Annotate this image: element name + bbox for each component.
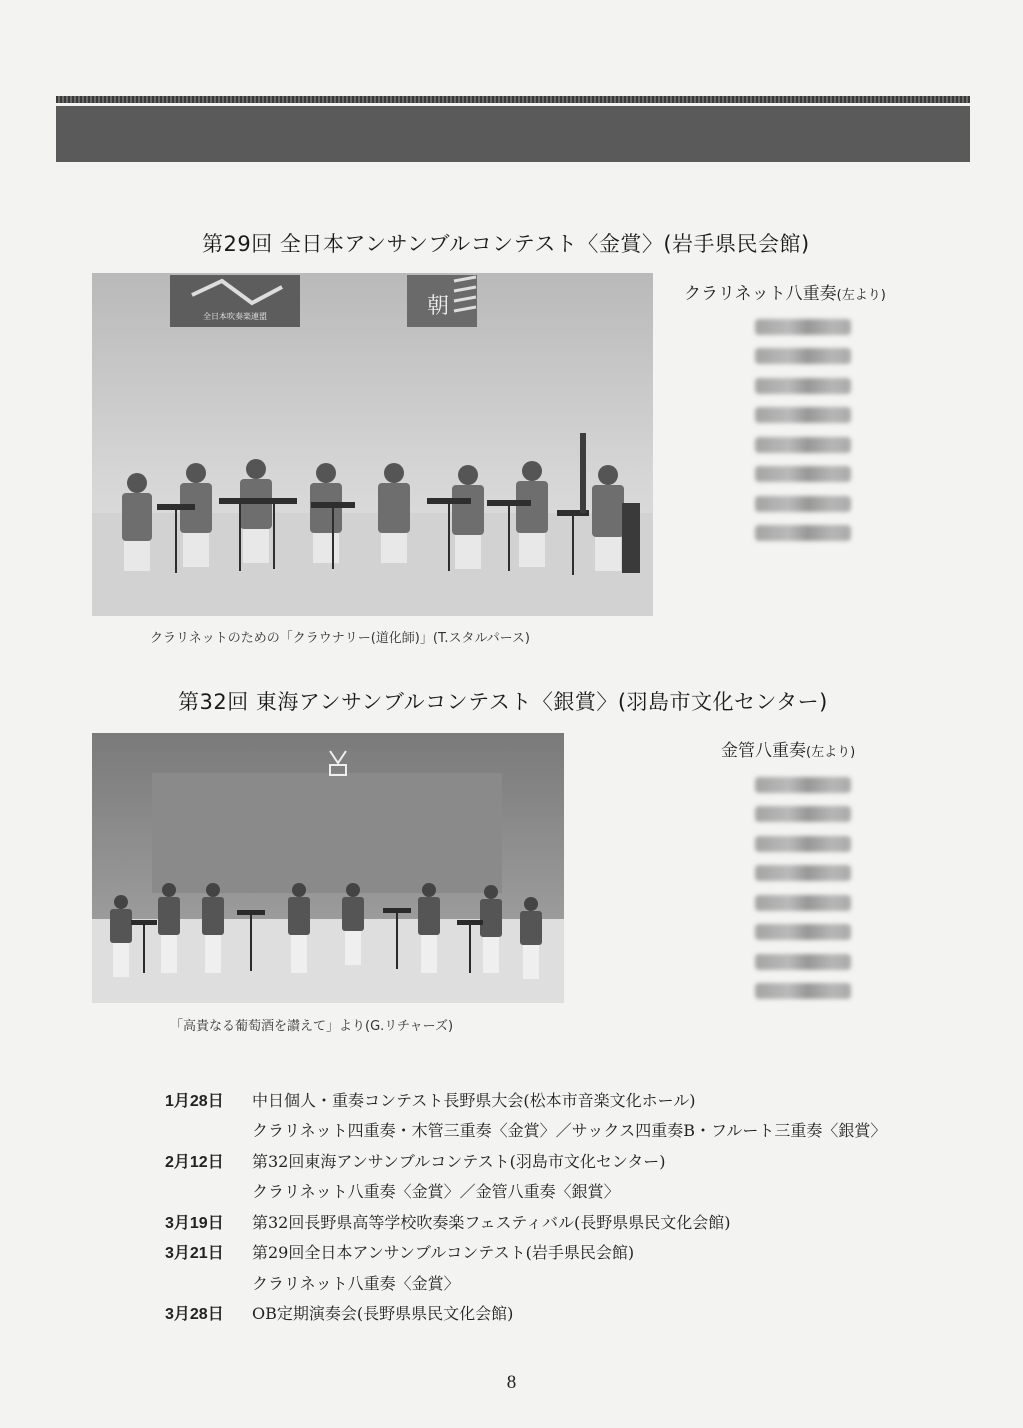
- schedule-date: 1月28日: [165, 1092, 224, 1110]
- blurred-name: [755, 348, 851, 364]
- blurred-name: [755, 496, 851, 512]
- blurred-name: [755, 983, 851, 999]
- schedule-row: [165, 1145, 955, 1176]
- list-item: [755, 519, 851, 549]
- section2-members-note: (左より): [806, 745, 856, 760]
- blurred-name: [755, 924, 851, 940]
- section1-heading: 第29回 全日本アンサンブルコンテスト〈金賞〉(岩手県民会館): [202, 232, 810, 256]
- list-item: [755, 770, 851, 800]
- schedule-row: [165, 1176, 955, 1207]
- blurred-name: [755, 407, 851, 423]
- list-item: [755, 800, 851, 830]
- blurred-name: [755, 437, 851, 453]
- blurred-name: [755, 836, 851, 852]
- schedule-row: [165, 1206, 955, 1237]
- header-rule: [56, 96, 970, 103]
- list-item: [755, 312, 851, 342]
- section1-member-list: [755, 312, 851, 548]
- schedule-text: OB定期演奏会(長野県県民文化会館): [252, 1304, 514, 1324]
- schedule-row: [165, 1298, 955, 1329]
- blurred-name: [755, 806, 851, 822]
- brass-octet-photo: [92, 733, 564, 1003]
- section2-members-title-text: 金管八重奏: [721, 741, 806, 761]
- blurred-name: [755, 319, 851, 335]
- list-item: [755, 342, 851, 372]
- blurred-name: [755, 777, 851, 793]
- section2-member-list: [755, 770, 851, 1006]
- blurred-name: [755, 466, 851, 482]
- section1-members-note: (左より): [836, 288, 886, 303]
- list-item: [755, 430, 851, 460]
- section1-members-title-text: クラリネット八重奏: [684, 284, 837, 304]
- section2-heading: 第32回 東海アンサンブルコンテスト〈銀賞〉(羽島市文化センター): [178, 690, 828, 714]
- page-number: 8: [506, 1372, 517, 1393]
- list-item: [755, 977, 851, 1007]
- section2-members-title: [721, 736, 855, 761]
- schedule-date: 3月19日: [165, 1214, 224, 1232]
- schedule-date: 2月12日: [165, 1153, 224, 1171]
- schedule-row: [165, 1267, 955, 1298]
- brass-octet-illustration: [92, 733, 564, 1003]
- schedule-text: 中日個人・重奏コンテスト長野県大会(松本市音楽文化ホール): [252, 1090, 696, 1110]
- list-item: [755, 401, 851, 431]
- list-item: [755, 829, 851, 859]
- section1-members-title: [684, 279, 886, 304]
- schedule-text: 第32回東海アンサンブルコンテスト(羽島市文化センター): [252, 1151, 666, 1171]
- blurred-name: [755, 378, 851, 394]
- schedule-text: クラリネット四重奏・木管三重奏〈金賞〉／サックス四重奏B・フルート三重奏〈銀賞〉: [252, 1121, 887, 1141]
- list-item: [755, 947, 851, 977]
- header-band: [56, 96, 970, 166]
- schedule-text: 第29回全日本アンサンブルコンテスト(岩手県民会館): [252, 1243, 635, 1263]
- list-item: [755, 859, 851, 889]
- schedule-row: [165, 1084, 955, 1115]
- schedule-text: クラリネット八重奏〈金賞〉／金管八重奏〈銀賞〉: [252, 1182, 620, 1202]
- section2-caption: 「高貴なる葡萄酒を讃えて」より(G.リチャーズ): [170, 1019, 454, 1034]
- schedule-list: [165, 1084, 955, 1328]
- banner-left-text: 全日本吹奏楽連盟: [203, 312, 267, 321]
- list-item: [755, 460, 851, 490]
- schedule-text: クラリネット八重奏〈金賞〉: [252, 1273, 460, 1293]
- list-item: [755, 888, 851, 918]
- schedule-date: 3月28日: [165, 1306, 224, 1324]
- schedule-row: [165, 1237, 955, 1268]
- blurred-name: [755, 895, 851, 911]
- blurred-name: [755, 865, 851, 881]
- list-item: [755, 489, 851, 519]
- clarinet-octet-illustration: [92, 273, 653, 616]
- list-item: [755, 918, 851, 948]
- blurred-name: [755, 525, 851, 541]
- schedule-text: 第32回長野県高等学校吹奏楽フェスティバル(長野県県民文化会館): [252, 1212, 731, 1232]
- banner-right-text: 朝: [427, 294, 450, 319]
- header-bar: [56, 106, 970, 162]
- clarinet-octet-photo: [92, 273, 653, 616]
- schedule-row: [165, 1115, 955, 1146]
- blurred-name: [755, 954, 851, 970]
- section1-caption: クラリネットのための「クラウナリー(道化師)」(T.スタルパース): [150, 631, 530, 646]
- schedule-date: 3月21日: [165, 1245, 224, 1263]
- list-item: [755, 371, 851, 401]
